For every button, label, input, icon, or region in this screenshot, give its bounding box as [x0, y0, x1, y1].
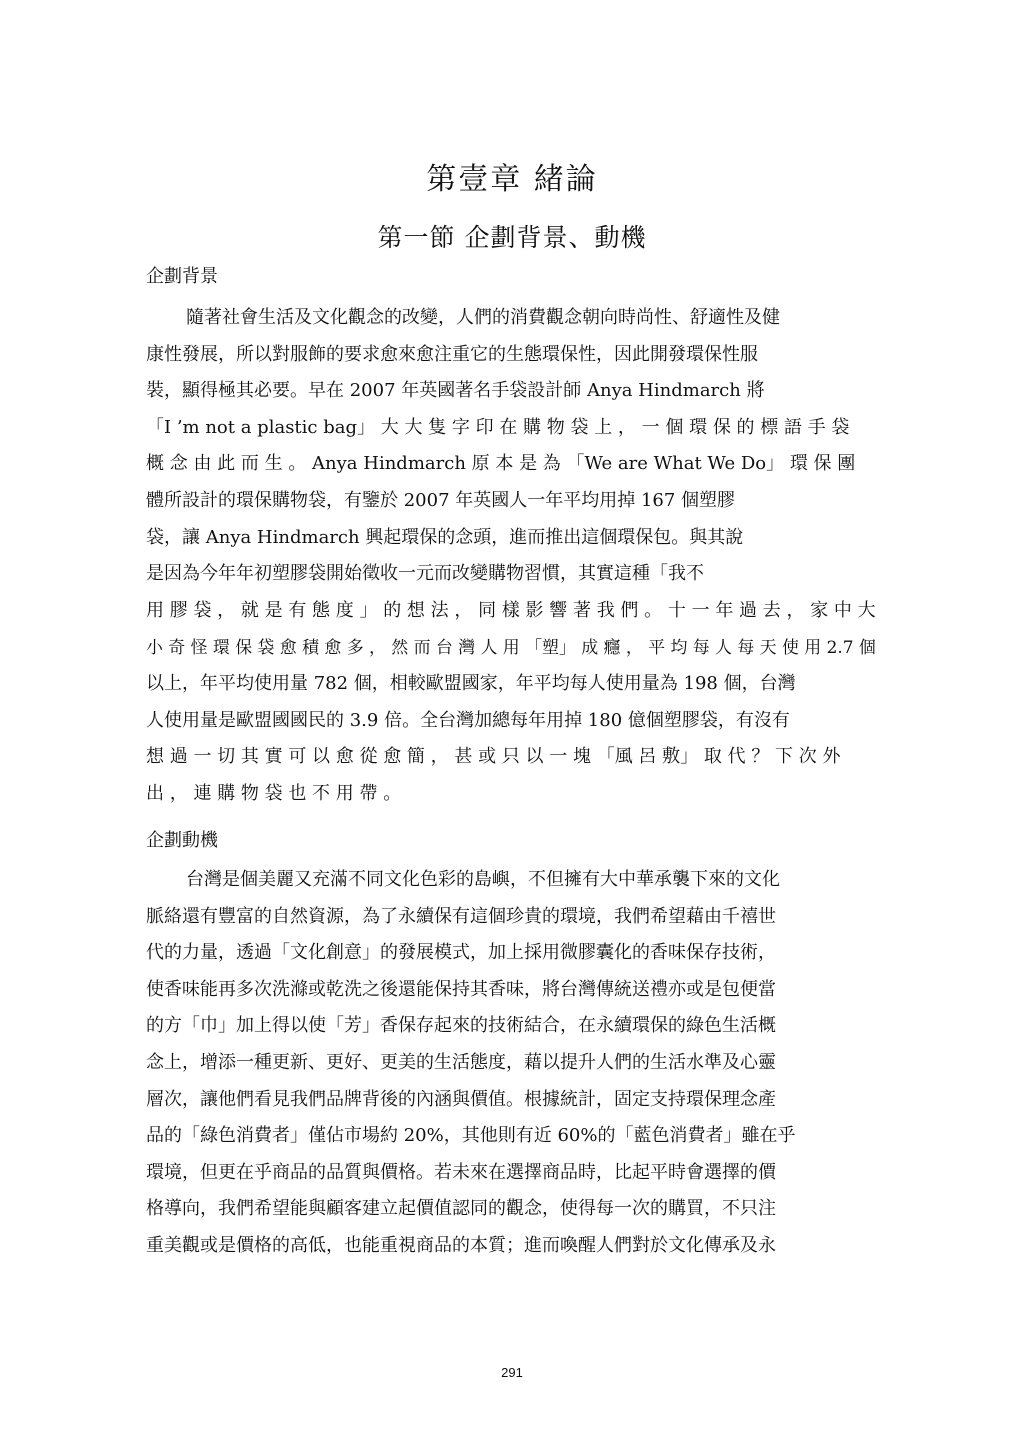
paragraph-line: 代的力量，透過「文化創意」的發展模式，加上採用微膠囊化的香味保存技術， — [146, 942, 776, 964]
paragraph-line: 念上，增添一種更新、更好、更美的生活態度，藉以提升人們的生活水準及心靈 — [146, 1051, 776, 1073]
paragraph-line: 以上，年平均使用量 782 個，相較歐盟國家，年平均每人使用量為 198 個，台灣 — [146, 672, 796, 694]
paragraph-line: 用 膠 袋 ， 就 是 有 態 度 」 的 想 法 ， 同 樣 影 響 著 我 們 。 十 一 年 過 去 ， 家 中 大 — [146, 599, 876, 621]
paragraph-line: 裝，顯得極其必要。早在 2007 年英國著名手袋設計師 Anya Hindmarch 將 — [146, 380, 765, 402]
paragraph-line: 層次，讓他們看見我們品牌背後的內涵與價值。根據統計，固定支持環保理念產 — [146, 1088, 776, 1110]
motivation-paragraph — [146, 862, 876, 1265]
paragraph-line: 隨著社會生活及文化觀念的改變，人們的消費觀念朝向時尚性、舒適性及健 — [186, 307, 780, 328]
paragraph-line: 格導向，我們希望能與顧客建立起價值認同的觀念，使得每一次的購買，不只注 — [146, 1198, 776, 1220]
motivation-heading: 企劃動機 — [146, 830, 218, 851]
paragraph-line: 人使用量是歐盟國國民的 3.9 倍。全台灣加總每年用掉 180 億個塑膠袋，有沒有 — [146, 709, 790, 731]
paragraph-line: 重美觀或是價格的高低，也能重視商品的本質；進而喚醒人們對於文化傳承及永 — [146, 1234, 776, 1256]
paragraph-line: 脈絡還有豐富的自然資源，為了永續保有這個珍貴的環境，我們希望藉由千禧世 — [146, 905, 776, 927]
paragraph-line: 想 過 一 切 其 實 可 以 愈 從 愈 簡 ， 甚 或 只 以 一 塊 「風 呂 敷」 取 代 ？ 下 次 外 — [146, 746, 841, 768]
paragraph-line: 康性發展，所以對服飾的要求愈來愈注重它的生態環保性，因此開發環保性服 — [146, 343, 758, 365]
paragraph-line: 使香味能再多次洗滌或乾洗之後還能保持其香味，將台灣傳統送禮亦或是包便當 — [146, 978, 776, 1000]
paragraph-line: 袋，讓 Anya Hindmarch 興起環保的念頭，進而推出這個環保包。與其說 — [146, 526, 744, 548]
page-number: 291 — [501, 1365, 523, 1380]
paragraph-line: 的方「巾」加上得以使「芳」香保存起來的技術結合，在永續環保的綠色生活概 — [146, 1015, 776, 1037]
paragraph-line: 「I ’m not a plastic bag」 大 大 隻 字 印 在 購 物 袋 上 ， 一 個 環 保 的 標 語 手 袋 — [146, 416, 850, 438]
paragraph-line: 品的「綠色消費者」僅佔市場約 20%，其他則有近 60%的「藍色消費者」雖在乎 — [146, 1125, 796, 1147]
paragraph-line: 出 ， 連 購 物 袋 也 不 用 帶 。 — [146, 782, 402, 804]
section-title: 第一節 企劃背景、動機 — [377, 223, 647, 252]
paragraph-line: 環境，但更在乎商品的品質與價格。若未來在選擇商品時，比起平時會選擇的價 — [146, 1161, 776, 1183]
paragraph-line: 概 念 由 此 而 生 。 Anya Hindmarch 原 本 是 為 「We are What We Do」 環 保 團 — [146, 453, 856, 475]
paragraph-line: 小 奇 怪 環 保 袋 愈 積 愈 多 ， 然 而 台 灣 人 用 「塑」 成 癮 ， 平 均 每 人 每 天 使 用 2.7 個 — [146, 637, 876, 658]
paragraph-line: 台灣是個美麗又充滿不同文化色彩的島嶼，不但擁有大中華承襲下來的文化 — [186, 869, 780, 890]
background-heading: 企劃背景 — [146, 266, 218, 287]
paragraph-line: 是因為今年年初塑膠袋開始徵收一元而改變購物習慣，其實這種「我不 — [146, 563, 704, 585]
background-paragraph — [146, 300, 876, 812]
chapter-title: 第壹章 緒論 — [426, 162, 598, 197]
paragraph-line: 體所設計的環保購物袋，有鑒於 2007 年英國人一年平均用掉 167 個塑膠 — [146, 489, 736, 511]
